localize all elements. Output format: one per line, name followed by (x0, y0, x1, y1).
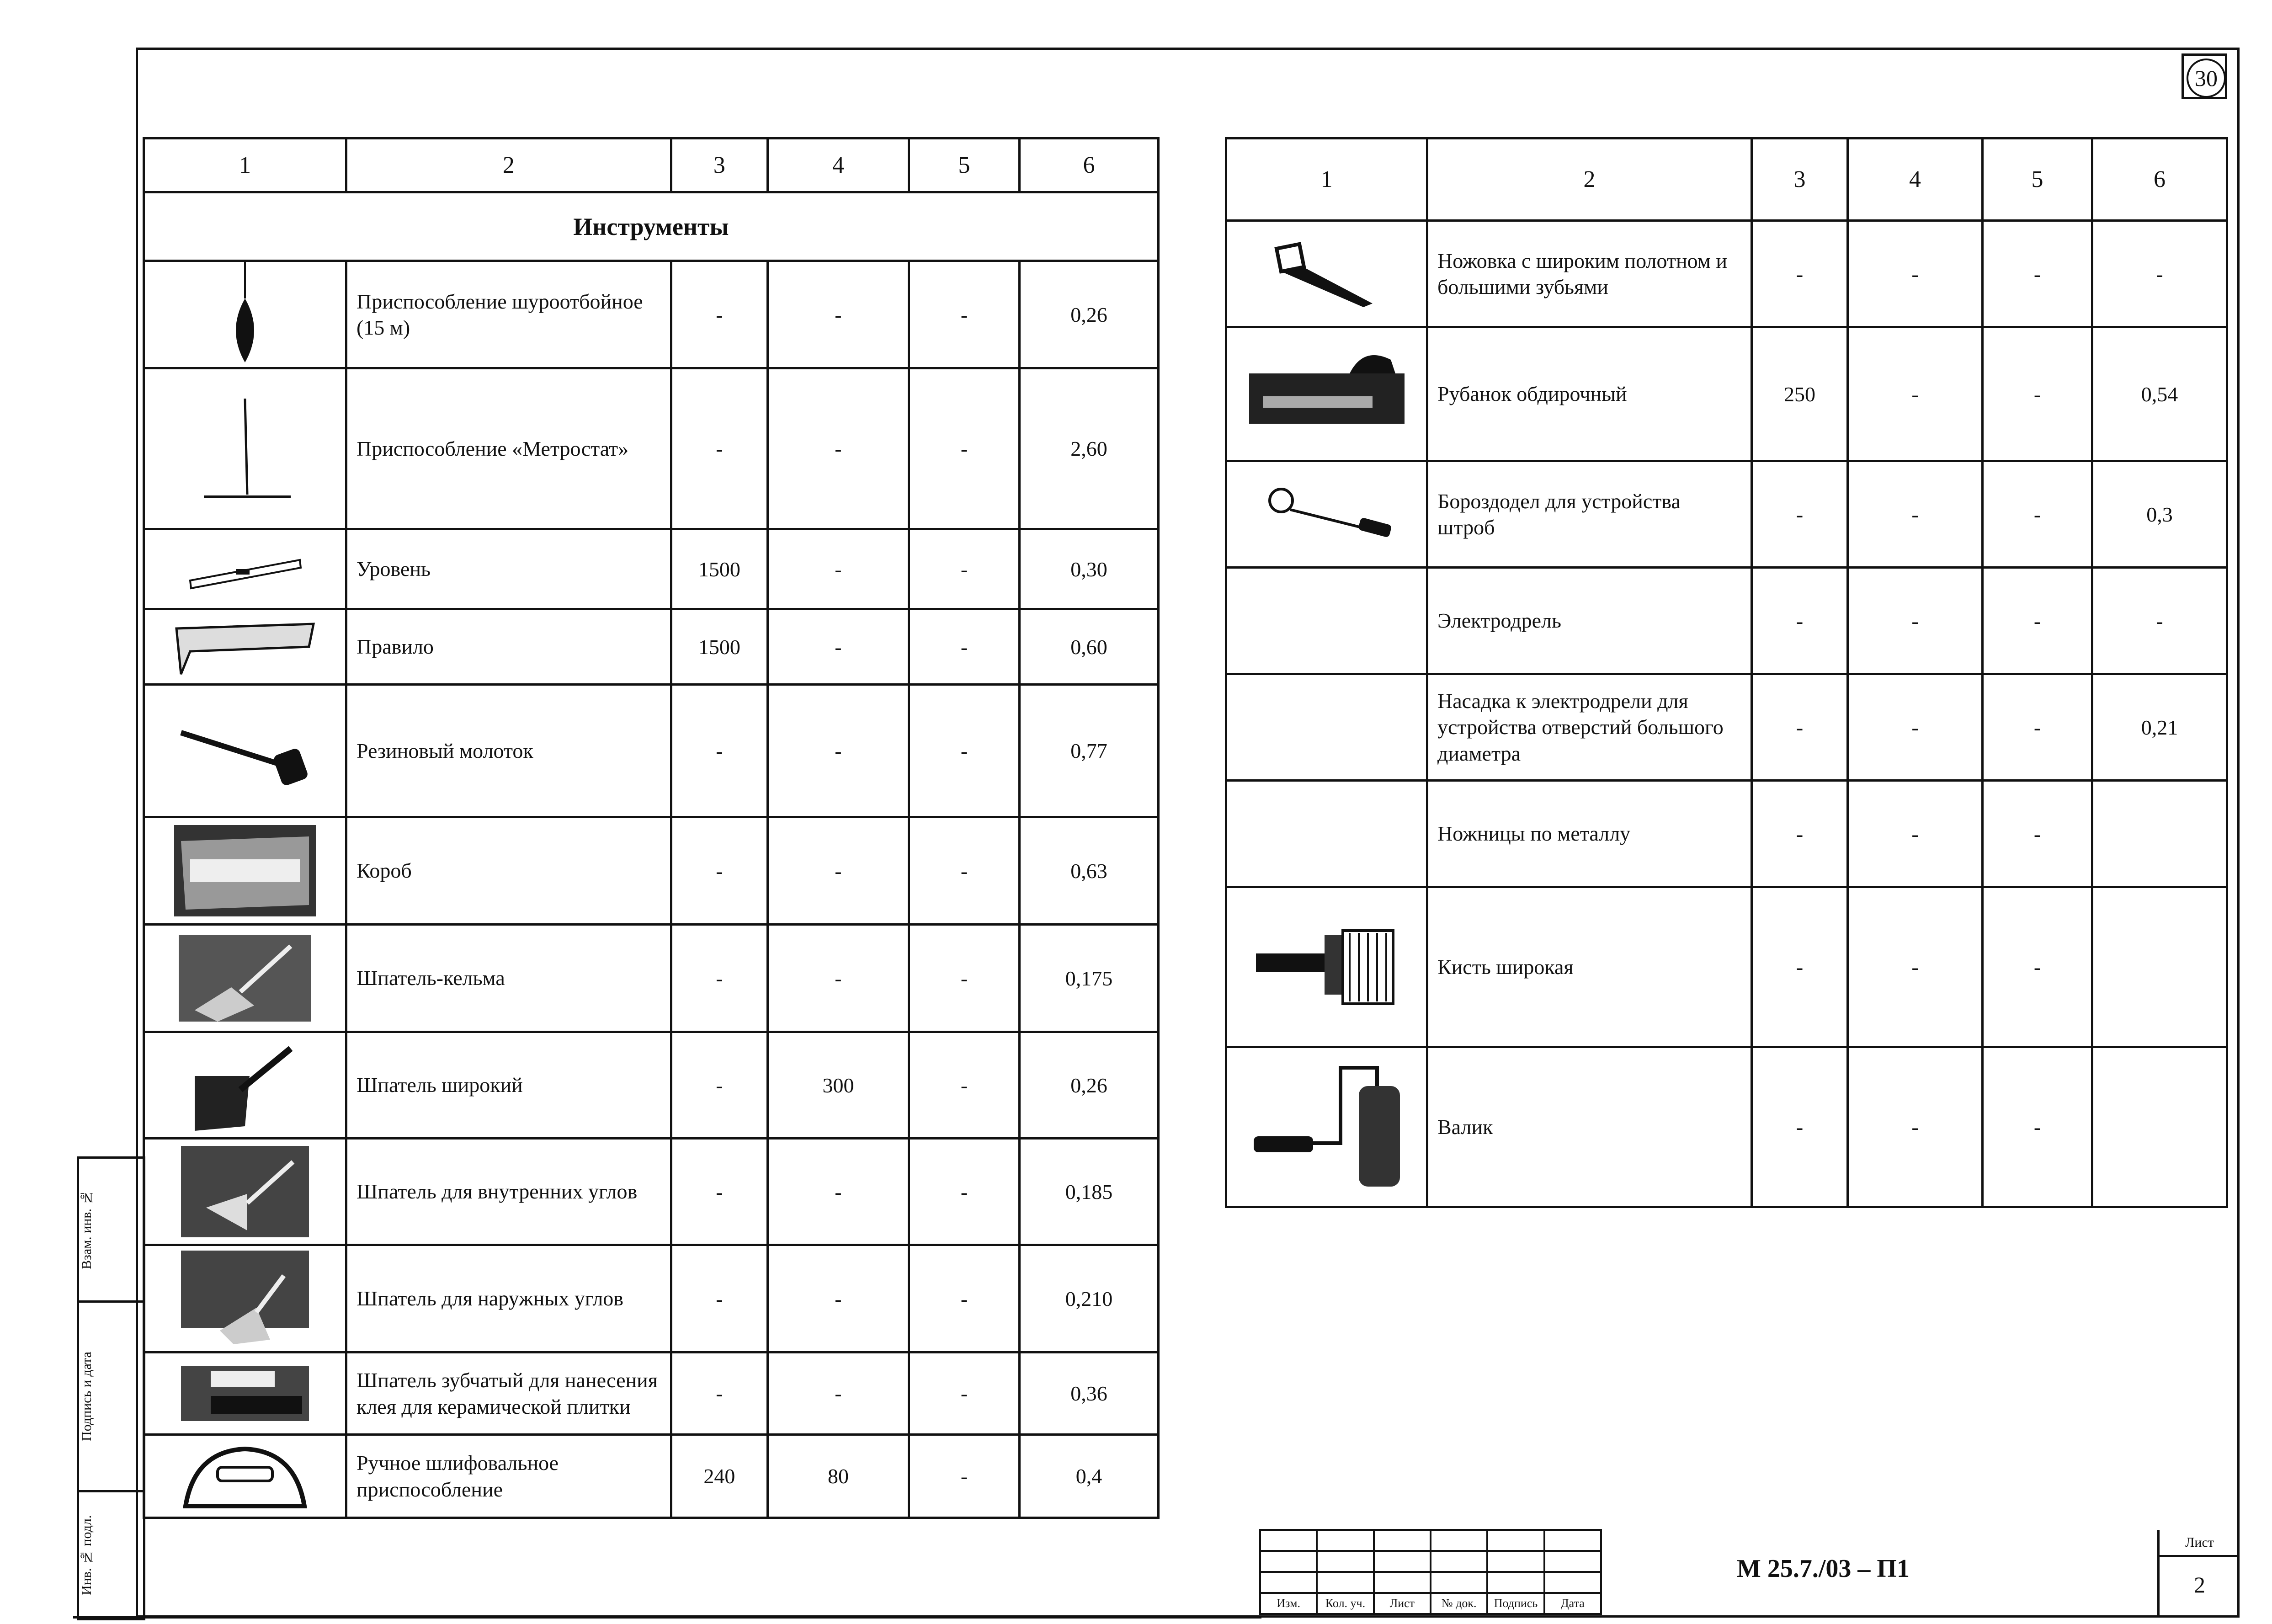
col3-value: 1500 (671, 609, 767, 685)
col5-value: - (1983, 327, 2092, 461)
empty-icon-cell (1226, 568, 1427, 674)
bottom-rule (73, 1616, 1261, 1619)
col4-value: - (767, 261, 909, 368)
col3-value: - (1752, 221, 1848, 327)
col6-value: 0,4 (1020, 1435, 1159, 1518)
revision-table (1259, 1529, 1602, 1615)
col4-value: - (767, 1352, 909, 1435)
col5-value: - (1983, 674, 2092, 781)
chalk-line-icon (144, 261, 346, 368)
tool-name: Шпатель-кельма (346, 925, 671, 1032)
col5-value: - (1983, 568, 2092, 674)
table-row (1226, 461, 2227, 568)
table-row (1226, 1047, 2227, 1207)
tool-name: Приспособление «Метростат» (346, 368, 671, 529)
col3-value: - (671, 368, 767, 529)
col6-value (2092, 1047, 2227, 1207)
sheet-label: Лист (2157, 1530, 2240, 1557)
header-cell: 1 (144, 138, 346, 192)
section-title-row (144, 192, 1159, 261)
table-row (1226, 781, 2227, 887)
table-row (1226, 327, 2227, 461)
document-code: М 25.7./03 – П1 (1737, 1555, 1910, 1583)
tool-name: Электродрель (1427, 568, 1752, 674)
col4-value: - (1848, 568, 1983, 674)
col3-value: - (671, 685, 767, 817)
table-row (144, 1352, 1159, 1435)
col5-value: - (909, 1245, 1019, 1352)
header-cell: 1 (1226, 138, 1427, 221)
col4-value: - (767, 609, 909, 685)
col3-value: - (671, 925, 767, 1032)
header-cell: 3 (1752, 138, 1848, 221)
empty-icon-cell (1226, 781, 1427, 887)
tool-name: Валик (1427, 1047, 1752, 1207)
col6-value: 0,60 (1020, 609, 1159, 685)
col5-value: - (909, 1032, 1019, 1139)
col4-value: - (1848, 674, 1983, 781)
stamp-box (77, 1156, 145, 1303)
col5-value: - (909, 1139, 1019, 1245)
trowel-icon (144, 925, 346, 1032)
inner-corner-spatula-icon (144, 1139, 346, 1245)
table-row (1226, 887, 2227, 1047)
sanding-block-icon (144, 1435, 346, 1518)
stamp-label: Инв. № подл. (79, 1515, 94, 1596)
mortar-box-icon (144, 817, 346, 925)
section-title: Инструменты (144, 192, 1159, 261)
revision-col-label: Лист (1374, 1593, 1431, 1614)
header-cell: 6 (1020, 138, 1159, 192)
table-row (144, 529, 1159, 609)
stamp-label: Взам. инв. № (79, 1190, 94, 1269)
table-row (144, 817, 1159, 925)
col6-value: 0,26 (1020, 1032, 1159, 1139)
col4-value: - (1848, 887, 1983, 1047)
tool-name: Правило (346, 609, 671, 685)
col3-value: - (671, 261, 767, 368)
col4-value: - (1848, 327, 1983, 461)
revision-col-label: Кол. уч. (1317, 1593, 1373, 1614)
tool-name: Ножницы по металлу (1427, 781, 1752, 887)
header-cell: 4 (1848, 138, 1983, 221)
col6-value: 0,36 (1020, 1352, 1159, 1435)
table-row (144, 261, 1159, 368)
header-cell: 5 (909, 138, 1019, 192)
col5-value: - (1983, 461, 2092, 568)
col4-value: 80 (767, 1435, 909, 1518)
col4-value: - (767, 368, 909, 529)
table-header-row (1226, 138, 2227, 221)
stamp-label: Подпись и дата (79, 1352, 94, 1441)
col6-value (2092, 781, 2227, 887)
outer-corner-spatula-icon (144, 1245, 346, 1352)
tool-name: Шпатель широкий (346, 1032, 671, 1139)
col4-value: - (767, 817, 909, 925)
tool-name: Короб (346, 817, 671, 925)
groove-cutter-icon (1226, 461, 1427, 568)
col3-value: - (671, 1245, 767, 1352)
col4-value: - (1848, 221, 1983, 327)
table-row (1226, 568, 2227, 674)
tool-name: Шпатель для наружных углов (346, 1245, 671, 1352)
col3-value: - (671, 1352, 767, 1435)
margin-stamp (77, 1156, 145, 1620)
col6-value: - (2092, 221, 2227, 327)
plane-icon (1226, 327, 1427, 461)
col5-value: - (909, 817, 1019, 925)
tool-name: Шпатель для внутренних углов (346, 1139, 671, 1245)
table-row (144, 1139, 1159, 1245)
tool-name: Рубанок обдирочный (1427, 327, 1752, 461)
hacksaw-icon (1226, 221, 1427, 327)
tool-name: Ручное шлифовальное приспособление (346, 1435, 671, 1518)
tool-name: Шпатель зубчатый для нанесения клея для керамической плитки (346, 1352, 671, 1435)
col6-value: 0,185 (1020, 1139, 1159, 1245)
col6-value: 0,54 (2092, 327, 2227, 461)
col5-value: - (1983, 781, 2092, 887)
col3-value: - (1752, 781, 1848, 887)
revision-col-label: Подпись (1487, 1593, 1544, 1614)
tool-name: Уровень (346, 529, 671, 609)
col3-value: - (1752, 1047, 1848, 1207)
sheet-circle-number: 30 (2187, 59, 2226, 98)
col4-value: - (767, 925, 909, 1032)
rubber-mallet-icon (144, 685, 346, 817)
table-row (144, 1032, 1159, 1139)
table-row (1226, 674, 2227, 781)
empty-icon-cell (1226, 674, 1427, 781)
col6-value: 0,77 (1020, 685, 1159, 817)
col3-value: 1500 (671, 529, 767, 609)
header-cell: 5 (1983, 138, 2092, 221)
col4-value: - (767, 529, 909, 609)
col5-value: - (909, 368, 1019, 529)
col3-value: 240 (671, 1435, 767, 1518)
tools-table-right (1225, 137, 2228, 1208)
wide-spatula-icon (144, 1032, 346, 1139)
table-row (1226, 221, 2227, 327)
tool-name: Ножовка с широким полотном и большими зубьями (1427, 221, 1752, 327)
col6-value: 0,26 (1020, 261, 1159, 368)
tool-name: Бороздодел для устройства штроб (1427, 461, 1752, 568)
col4-value: - (1848, 1047, 1983, 1207)
tool-name: Кисть широкая (1427, 887, 1752, 1047)
table-row (144, 1435, 1159, 1518)
notched-trowel-icon (144, 1352, 346, 1435)
table-row (144, 609, 1159, 685)
col6-value: - (2092, 568, 2227, 674)
col3-value: 250 (1752, 327, 1848, 461)
col5-value: - (909, 1435, 1019, 1518)
tools-table-left (143, 137, 1160, 1519)
col4-value: 300 (767, 1032, 909, 1139)
col5-value: - (1983, 887, 2092, 1047)
col3-value: - (1752, 674, 1848, 781)
table-row (144, 925, 1159, 1032)
header-cell: 2 (1427, 138, 1752, 221)
header-cell: 3 (671, 138, 767, 192)
header-cell: 6 (2092, 138, 2227, 221)
col5-value: - (909, 261, 1019, 368)
col3-value: - (671, 1032, 767, 1139)
col3-value: - (1752, 461, 1848, 568)
table-row (144, 1245, 1159, 1352)
wide-brush-icon (1226, 887, 1427, 1047)
level-icon (144, 529, 346, 609)
sheet-number: 2 (2157, 1557, 2240, 1618)
table-row (144, 368, 1159, 529)
sheet-circle-badge (2182, 53, 2227, 99)
revision-col-label: Дата (1544, 1593, 1601, 1614)
col5-value: - (909, 1352, 1019, 1435)
paint-roller-icon (1226, 1047, 1427, 1207)
col4-value: - (1848, 781, 1983, 887)
header-cell: 4 (767, 138, 909, 192)
col6-value: 0,175 (1020, 925, 1159, 1032)
col3-value: - (1752, 568, 1848, 674)
col5-value: - (909, 609, 1019, 685)
col6-value: 0,21 (2092, 674, 2227, 781)
stamp-box (77, 1490, 145, 1620)
col6-value: 2,60 (1020, 368, 1159, 529)
col4-value: - (767, 1245, 909, 1352)
col6-value: 0,63 (1020, 817, 1159, 925)
stamp-box (77, 1300, 145, 1492)
col4-value: - (767, 1139, 909, 1245)
tool-name: Приспособление шуроотбойное (15 м) (346, 261, 671, 368)
col3-value: - (671, 817, 767, 925)
metrostat-icon (144, 368, 346, 529)
header-cell: 2 (346, 138, 671, 192)
col3-value: - (671, 1139, 767, 1245)
tool-name: Резиновый молоток (346, 685, 671, 817)
table-row (144, 685, 1159, 817)
col6-value: 0,210 (1020, 1245, 1159, 1352)
col5-value: - (1983, 1047, 2092, 1207)
revision-col-label: № док. (1431, 1593, 1487, 1614)
col5-value: - (909, 685, 1019, 817)
revision-col-label: Изм. (1260, 1593, 1317, 1614)
col5-value: - (909, 925, 1019, 1032)
table-header-row (144, 138, 1159, 192)
col6-value: 0,30 (1020, 529, 1159, 609)
col5-value: - (909, 529, 1019, 609)
col6-value: 0,3 (2092, 461, 2227, 568)
col3-value: - (1752, 887, 1848, 1047)
col6-value (2092, 887, 2227, 1047)
straightedge-icon (144, 609, 346, 685)
col4-value: - (1848, 461, 1983, 568)
col4-value: - (767, 685, 909, 817)
col5-value: - (1983, 221, 2092, 327)
tool-name: Насадка к электродрели для устройства отверстий большого диаметра (1427, 674, 1752, 781)
